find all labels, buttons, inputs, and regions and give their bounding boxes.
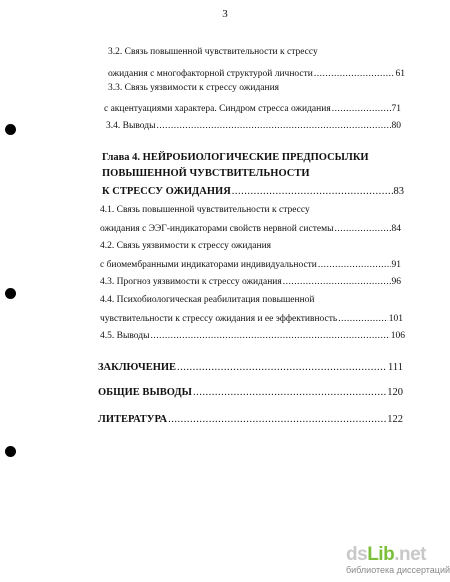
toc-entry-3-2[interactable] (108, 68, 405, 80)
toc-page-4-3: 96 (391, 277, 401, 287)
toc-entry-4-2-line1: 4.2. Связь уязвимости к стрессу ожидания (100, 241, 272, 251)
toc-entry-conclusion[interactable] (98, 362, 403, 374)
leader-dots (193, 387, 386, 399)
toc-entry-general-conclusions[interactable] (98, 387, 403, 399)
toc-entry-4-1[interactable] (100, 223, 401, 235)
leader-dots (338, 313, 388, 325)
toc-page-4-4: 101 (388, 314, 403, 324)
toc-entry-literature-text: ЛИТЕРАТУРА (98, 414, 168, 425)
toc-entry-3-3[interactable] (104, 103, 401, 115)
leader-dots (232, 186, 393, 198)
toc-page-4-2: 91 (391, 260, 401, 270)
toc-entry-3-4[interactable] (106, 120, 401, 132)
dslib-subtitle: библиотека диссертаций (346, 565, 450, 575)
page-number: 3 (222, 8, 228, 20)
chapter-4-title-line2: ПОВЫШЕННОЙ ЧУВСТВИТЕЛЬНОСТИ (102, 168, 310, 179)
leader-dots (318, 259, 391, 271)
toc-entry-4-1-line1: 4.1. Связь повышенной чувствительности к стрессу (100, 205, 310, 215)
toc-entry-3-2-line1: 3.2. Связь повышенной чувствительности к стрессу (108, 47, 318, 57)
toc-entry-4-4-line2: чувствительности к стрессу ожидания и ее эффективность (100, 314, 338, 324)
binder-hole-bottom (5, 446, 16, 457)
binder-hole-top (5, 124, 16, 135)
toc-entry-3-3-line2: с акцентуациями характера. Синдром стресса ожидания (104, 104, 331, 114)
leader-dots (156, 120, 390, 132)
chapter-4-title-line3: К СТРЕССУ ОЖИДАНИЯ (102, 186, 231, 197)
leader-dots (314, 68, 395, 80)
toc-entry-4-2-line2: с биомембранными индикаторами индивидуальности (100, 260, 317, 270)
toc-entry-4-3[interactable] (100, 276, 401, 288)
toc-entry-conclusion-text: ЗАКЛЮЧЕНИЕ (98, 362, 177, 373)
dslib-logo: dsLib.net (346, 544, 426, 565)
toc-page-4-5: 106 (390, 331, 405, 341)
toc-entry-4-5-text: 4.5. Выводы (100, 331, 150, 341)
dslib-watermark (346, 544, 450, 576)
leader-dots (332, 103, 391, 115)
toc-page-general-conclusions: 120 (387, 387, 403, 398)
toc-page-3-2: 61 (395, 69, 405, 79)
toc-page-3-4: 80 (391, 121, 401, 131)
toc-page-literature: 122 (387, 414, 403, 425)
leader-dots (168, 414, 386, 426)
toc-entry-literature[interactable] (98, 414, 403, 426)
toc-entry-3-4-text: 3.4. Выводы (106, 121, 156, 131)
toc-entry-4-4[interactable] (100, 313, 403, 325)
leader-dots (177, 362, 387, 374)
toc-entry-general-conclusions-text: ОБЩИЕ ВЫВОДЫ (98, 387, 192, 398)
toc-entry-4-3-text: 4.3. Прогноз уязвимости к стрессу ожидания (100, 277, 282, 287)
toc-entry-4-5[interactable] (100, 330, 405, 342)
toc-page-4-1: 84 (391, 224, 401, 234)
toc-page-chapter-4: 83 (393, 186, 404, 197)
chapter-4-title-line1: Глава 4. НЕЙРОБИОЛОГИЧЕСКИЕ ПРЕДПОСЫЛКИ (102, 152, 369, 163)
leader-dots (334, 223, 390, 235)
leader-dots (150, 330, 389, 342)
chapter-4-entry[interactable] (102, 186, 404, 198)
toc-entry-4-2[interactable] (100, 259, 401, 271)
toc-entry-3-2-line2: ожидания с многофакторной структурой личности (108, 69, 313, 79)
toc-page-3-3: 71 (391, 104, 401, 114)
toc-page-conclusion: 111 (388, 362, 403, 373)
toc-entry-3-3-line1: 3.3. Связь уязвимости к стрессу ожидания (108, 83, 280, 93)
toc-entry-4-1-line2: ожидания с ЭЭГ-индикаторами свойств нервной системы (100, 224, 334, 234)
leader-dots (283, 276, 391, 288)
toc-entry-4-4-line1: 4.4. Психобиологическая реабилитация повышенной (100, 295, 315, 305)
binder-hole-middle (5, 288, 16, 299)
